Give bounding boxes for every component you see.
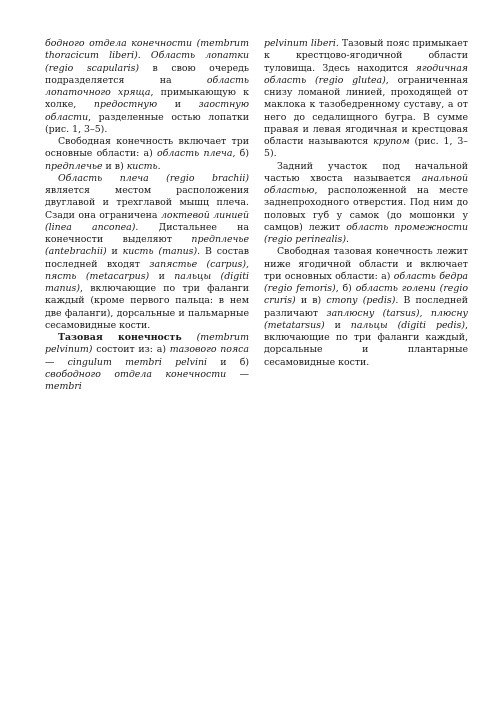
text-run: Свободная конечность включает три основные области: а) <box>45 136 249 160</box>
text-run: . Тазовый пояс примыкает к крестцово-ягодичной области туловища. Здесь находится <box>264 38 468 74</box>
text-run: крупом <box>373 136 410 147</box>
text-run: Область плеча (regio brachii) <box>58 172 249 184</box>
text-run: предплечье <box>45 160 103 172</box>
text-run: пальцы (digiti manus) <box>45 270 249 294</box>
text-run: локтевой линией (linea anconea) <box>45 209 249 233</box>
text-run: заплюсну (tarsus), плюсну (metatarsus) <box>264 307 468 331</box>
right-column <box>264 38 468 369</box>
text-run: пальцы (digiti pedis) <box>350 319 466 331</box>
text-run: (membrum pelvinum) <box>45 332 249 356</box>
text-run: тазового пояса — cingulum membri pelvini <box>45 344 249 368</box>
paragraph-brachial-region <box>45 173 249 332</box>
text-run: является местом расположения двуглавой и трехглавой мышц плеча. Сзади она ограничена <box>45 185 249 221</box>
text-run: область плеча <box>157 148 233 160</box>
paragraph-free-limb-areas <box>45 136 249 173</box>
text-run: Тазовая конечность <box>58 332 182 343</box>
text-run: pelvinum liberi <box>264 38 336 49</box>
text-run: кисть <box>126 160 158 172</box>
text-run: состоит из: а) <box>92 344 170 356</box>
text-run: кисть (manus) <box>122 246 198 258</box>
text-run: , б) <box>232 148 249 160</box>
text-run: в свою очередь подразделяется на <box>45 62 249 86</box>
paragraph-scapular-region <box>45 38 249 136</box>
text-run: заостную области <box>45 99 249 123</box>
text-run: и <box>106 246 123 258</box>
text-run: стопу (pedis) <box>326 295 396 307</box>
text-run: Задний участок под начальной частью хвоста называется <box>264 160 468 184</box>
text-run: , включающие по три фаланги каждый (кроме первого пальца: в нем две фаланги), дорсальные и пальмарные сесамовидные кости. <box>45 283 249 331</box>
text-run: , примыкающую к холке, <box>45 87 249 111</box>
text-run: , разделенные остью лопатки (рис. 1, 3–5). <box>45 111 249 135</box>
text-run: , расположенной на месте заднепроходного отверстия. Под ним до половых губ у самок (до мошонки у самцов) лежит <box>264 185 468 233</box>
text-run: и <box>157 99 199 111</box>
paragraph-pelvic-limb <box>45 332 249 393</box>
paragraph-free-pelvic-limb <box>264 246 468 369</box>
text-run: Свободная тазовая конечность лежит ниже ягодичной области и включает три основных области: а) <box>264 246 468 282</box>
text-run: ягодичная область (regio glutea) <box>264 62 468 86</box>
text-run: и <box>324 319 351 331</box>
text-run: . Дистальнее на конечности выделяют <box>45 221 249 245</box>
text-run: и в) <box>102 160 127 172</box>
text-run: бодного отдела конечности (membrum thoracicum liberi). Область лопатки (regio scapularis) <box>45 38 249 74</box>
text-run: анальной областью <box>264 172 468 196</box>
text-run: . В последней различают <box>264 295 468 319</box>
paragraph-anal-region <box>264 161 468 247</box>
text-run: предплечье (antebrachii) <box>45 234 249 258</box>
text-run: предостную <box>93 99 158 111</box>
text-run: . <box>157 160 161 172</box>
text-run: область голени (regio cruris) <box>264 283 469 307</box>
left-column <box>45 38 249 393</box>
paragraph-gluteal-region <box>264 38 468 161</box>
text-run: и <box>149 270 175 282</box>
text-run: область промежности (regio perinealis) <box>264 221 469 245</box>
text-run: (рис. 1, 3–5). <box>264 136 468 160</box>
text-run: , включающие по три фаланги каждый, дорсальные и плантарные сесамовидные кости. <box>264 319 468 368</box>
text-run <box>182 332 197 343</box>
text-run: область бедра (regio femoris) <box>264 270 469 294</box>
text-run: область лопаточного хряща <box>45 74 249 98</box>
text-run: свободного отдела конечности — membri <box>45 368 249 392</box>
text-run: . <box>345 234 349 245</box>
text-run: и в) <box>295 295 327 307</box>
text-run: и б) <box>207 356 249 368</box>
text-run: запястье (carpus), пясть (metacarpus) <box>45 258 249 282</box>
text-run: . В состав последней входят <box>45 246 250 270</box>
text-run: , ограниченная снизу ломаной линией, проходящей от маклока к тазобедренному суставу, а от него до седалищного бугра. В сумме правая и левая ягодичная и крестцовая области называются <box>264 74 468 147</box>
text-run: , б) <box>335 283 356 294</box>
